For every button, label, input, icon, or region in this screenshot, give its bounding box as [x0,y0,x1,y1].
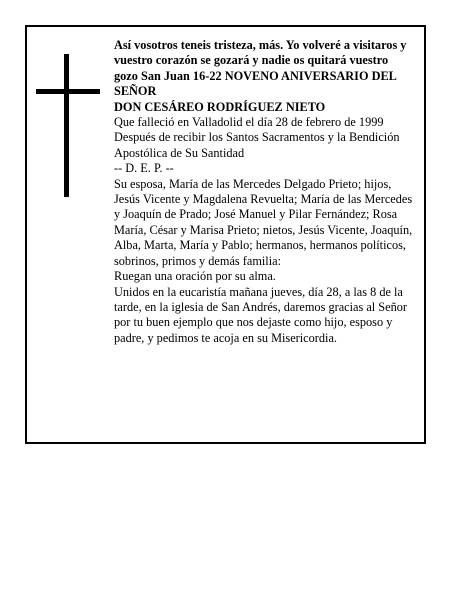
prayer-line: Ruegan una oración por su alma. [114,269,276,284]
epigraph: Así vosotros teneis tristeza, más. Yo volveré a visitaros y vuestro corazón se gozará y nadie os quitará vuestro gozo San Juan 16-22 NOVENO ANIVERSARIO DEL SEÑOR [114,38,407,99]
dep-line: -- D. E. P. -- [114,161,174,176]
cross-icon [36,54,100,197]
notice-text [114,38,414,346]
family-paragraph: Su esposa, María de las Mercedes Delgado Prieto; hijos, Jesús Vicente y Magdalena Revuelta; María de las Mercedes y Joaquín de Prado; José Manuel y Pilar Fernández; Rosa María, César y Marisa Prieto; nietos, Jesús Vicente, Joaquín, Alba, Marta, María y Pablo; hermanos, hermanos políticos, sobrinos, primos y demás familia: [114,176,413,268]
sacraments-line: Después de recibir los Santos Sacramentos y la Bendición Apostólica de Su Santidad [114,130,400,160]
mass-paragraph: Unidos en la eucaristía mañana jueves, día 28, a las 8 de la tarde, en la iglesia de San Andrés, daremos gracias al Señor por tu buen ejemplo que nos dejaste como hijo, esposo y padre, y pedimos te acoja en su Misericordia. [114,284,407,345]
death-line: Que falleció en Valladolid el día 28 de febrero de 1999 [114,115,384,130]
deceased-name: DON CESÁREO RODRÍGUEZ NIETO [114,99,326,114]
cross-vertical-bar [64,54,69,197]
cross-horizontal-bar [36,89,100,94]
